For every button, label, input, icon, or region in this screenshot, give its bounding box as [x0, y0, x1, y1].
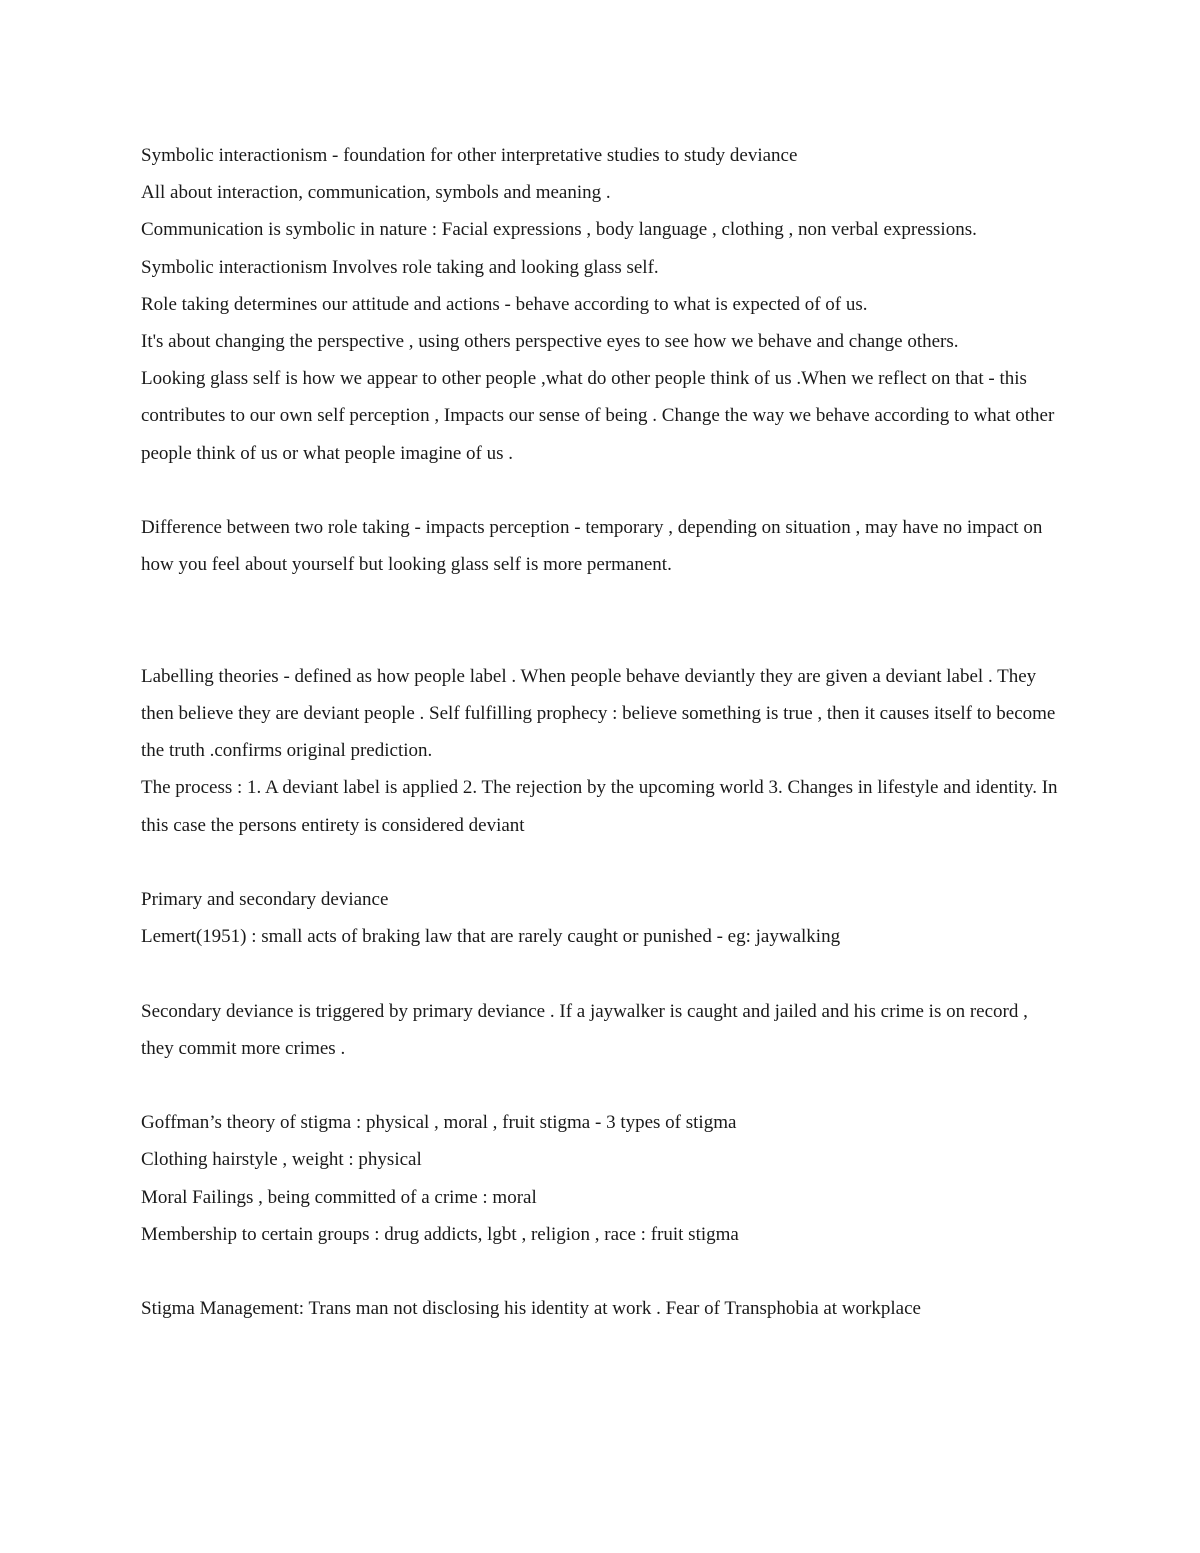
paragraph-gap — [141, 472, 1061, 509]
text-line: Role taking determines our attitude and actions - behave according to what is expected of of us. — [141, 293, 868, 315]
text-line: Labelling theories - defined as how people label . When people behave deviantly they are given a deviant label . They then believe they are deviant people . Self fulfilling prophecy : believe something is true , then it causes itself to become the truth .confirms original prediction. — [141, 665, 1056, 762]
text-line: Moral Failings , being committed of a crime : moral — [141, 1186, 537, 1208]
text-line: Lemert(1951) : small acts of braking law that are rarely caught or punished - eg: jaywalking — [141, 926, 841, 948]
text-line: Membership to certain groups : drug addicts, lgbt , religion , race : fruit stigma — [141, 1223, 739, 1245]
paragraph-gap — [141, 844, 1061, 881]
text-line: All about interaction, communication, symbols and meaning . — [141, 182, 611, 204]
text-line: Clothing hairstyle , weight : physical — [141, 1149, 422, 1171]
text-line: Looking glass self is how we appear to other people ,what do other people think of us .When we reflect on that - this contributes to our own self perception , Impacts our sense of being . Change the way we behave according to what other people think of us or what people imagine of us . — [141, 368, 1055, 464]
paragraph-gap — [141, 1067, 1061, 1104]
text-line: Goffman’s theory of stigma : physical , moral , fruit stigma - 3 types of stigma — [141, 1112, 737, 1134]
text-line: Difference between two role taking - impacts perception - temporary , depending on situation , may have no impact on how you feel about yourself but looking glass self is more permanent. — [141, 517, 1043, 576]
paragraph-gap — [141, 1253, 1061, 1290]
text-line: Stigma Management: Trans man not disclosing his identity at work . Fear of Transphobia at workplace — [141, 1298, 921, 1320]
paragraph-gap — [141, 583, 1061, 657]
text-line: Symbolic interactionism - foundation for other interpretative studies to study deviance — [141, 145, 798, 166]
paragraph-gap — [141, 955, 1061, 992]
text-line: Communication is symbolic in nature : Facial expressions , body language , clothing , non verbal expressions. — [141, 219, 977, 241]
text-line: The process : 1. A deviant label is applied 2. The rejection by the upcoming world 3. Changes in lifestyle and identity. In this case the persons entirety is considered deviant — [141, 777, 1058, 836]
text-line: Symbolic interactionism Involves role taking and looking glass self. — [141, 256, 659, 278]
text-line: Primary and secondary deviance — [141, 889, 389, 911]
document-body — [141, 137, 1061, 1327]
text-line: Secondary deviance is triggered by primary deviance . If a jaywalker is caught and jailed and his crime is on record , they commit more crimes . — [141, 1000, 1028, 1059]
text-line: It's about changing the perspective , using others perspective eyes to see how we behave and change others. — [141, 331, 959, 353]
